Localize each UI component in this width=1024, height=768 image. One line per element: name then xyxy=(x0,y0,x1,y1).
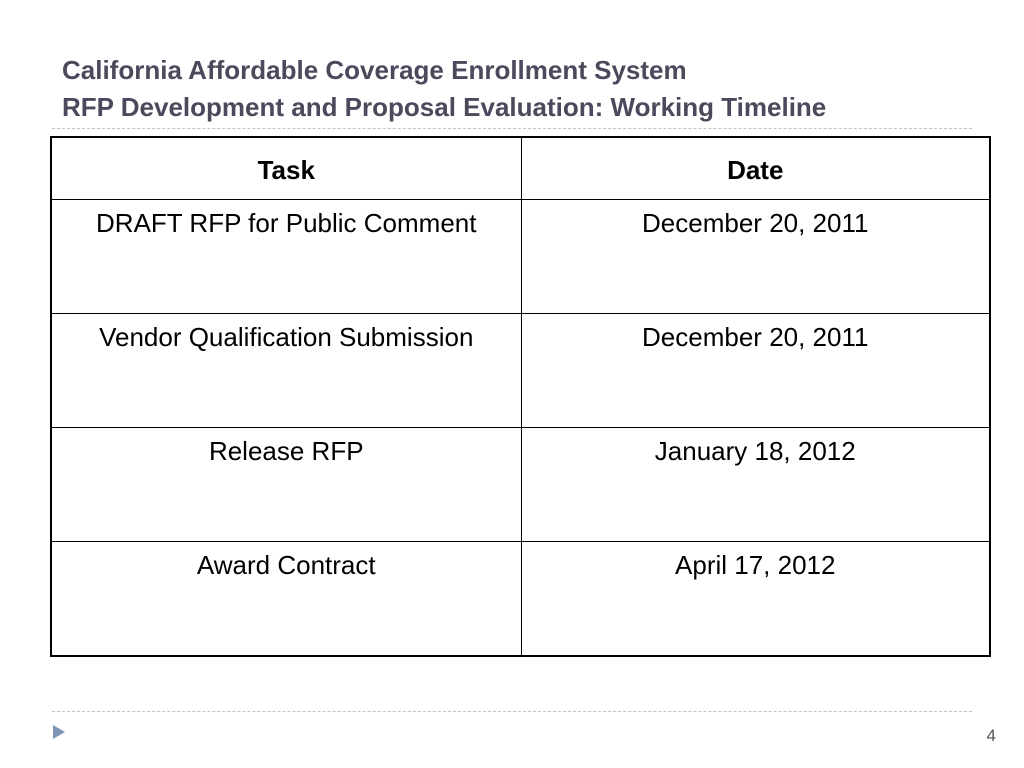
title-line-1: California Affordable Coverage Enrollment System xyxy=(62,55,687,85)
timeline-table xyxy=(50,136,991,657)
task-cell: Award Contract xyxy=(51,542,521,657)
bottom-divider xyxy=(52,711,972,712)
date-cell: December 20, 2011 xyxy=(521,314,990,428)
top-divider xyxy=(52,128,972,129)
table-row xyxy=(51,314,990,428)
title-line-2: RFP Development and Proposal Evaluation: Working Timeline xyxy=(62,92,827,122)
header-date: Date xyxy=(521,137,990,200)
slide-title xyxy=(62,52,1002,126)
date-cell: January 18, 2012 xyxy=(521,428,990,542)
table-header-row xyxy=(51,137,990,200)
task-cell: DRAFT RFP for Public Comment xyxy=(51,200,521,314)
table-row xyxy=(51,428,990,542)
task-cell: Vendor Qualification Submission xyxy=(51,314,521,428)
table-row xyxy=(51,542,990,657)
date-cell: April 17, 2012 xyxy=(521,542,990,657)
header-task: Task xyxy=(51,137,521,200)
page-number: 4 xyxy=(986,726,996,745)
date-cell: December 20, 2011 xyxy=(521,200,990,314)
task-cell: Release RFP xyxy=(51,428,521,542)
table-row xyxy=(51,200,990,314)
